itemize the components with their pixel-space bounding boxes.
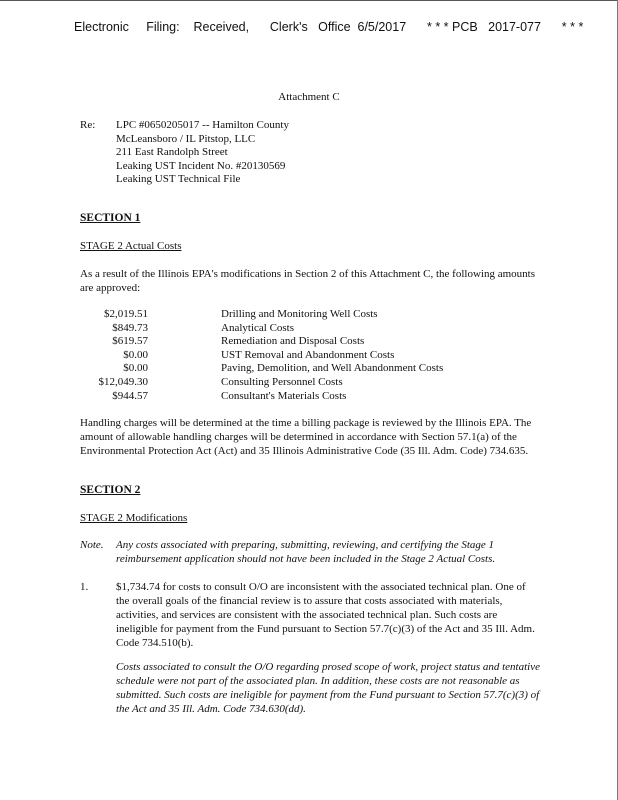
cost-row — [80, 390, 443, 404]
cost-description: Drilling and Monitoring Well Costs — [221, 308, 378, 320]
filing-stamp-header: Electronic Filing: Received, Clerk's Office 6/5/2017 * * * PCB 2017-077 * * * — [74, 20, 584, 34]
re-line-lpc: LPC #0650205017 -- Hamilton County — [116, 119, 289, 131]
note-block — [80, 538, 540, 566]
cost-description: Consultant's Materials Costs — [221, 389, 347, 402]
cost-row — [80, 335, 443, 349]
cost-description: UST Removal and Abandonment Costs — [221, 348, 395, 361]
cost-row — [80, 349, 443, 363]
cost-amount: $0.00 — [123, 362, 148, 375]
cost-description: Paving, Demolition, and Well Abandonment Costs — [221, 362, 444, 375]
section-2-subheading: STAGE 2 Modifications — [80, 512, 188, 524]
cost-row — [80, 308, 443, 322]
re-label: Re: — [80, 119, 96, 131]
re-line-file: Leaking UST Technical File — [116, 173, 241, 186]
handling-charges-paragraph: Handling charges will be determined at the time a billing package is reviewed by the Illinois EPA. The amount of allowable handling charges will be determined in accordance with Section 57.1(a) of the Environmental Protection Act (Act) and 35 Illinois Administrative Code (35 Ill. Adm. Code) 734.635. — [80, 417, 532, 457]
attachment-title: Attachment C — [278, 91, 340, 103]
re-block — [116, 119, 289, 187]
re-line-incident: Leaking UST Incident No. #20130569 — [116, 159, 286, 172]
note-text: Any costs associated with preparing, submitting, reviewing, and certifying the Stage 1 reimbursement application should not have been included in the Stage 2 Actual Costs. — [116, 539, 496, 565]
cost-row — [80, 376, 443, 390]
section-1-heading: SECTION 1 — [80, 212, 141, 224]
item-explanation: Costs associated to consult the O/O regarding prosed scope of work, project status and tentative schedule were not part of the associated plan. In addition, these costs are not reasonable as submitted. Such costs are ineligible for payment from the Fund pursuant to Section 57.7(c)(3) of the Act and 35 Ill. Adm. Code 734.630(dd). — [116, 661, 540, 715]
re-line-address: 211 East Randolph Street — [116, 146, 228, 159]
cost-amount: $619.57 — [112, 335, 148, 348]
cost-description: Consulting Personnel Costs — [221, 375, 343, 388]
cost-amount: $2,019.51 — [104, 308, 148, 320]
cost-description: Analytical Costs — [221, 321, 295, 334]
cost-amount: $849.73 — [112, 321, 148, 334]
cost-amount: $944.57 — [112, 389, 148, 402]
cost-description: Remediation and Disposal Costs — [221, 335, 365, 348]
cost-row — [80, 362, 443, 376]
cost-row — [80, 322, 443, 336]
item-text: $1,734.74 for costs to consult O/O are inconsistent with the associated technical plan. One of the overall goals of the financial review is to assure that costs associated with materials, activities, and services are consistent with the associated technical plan. Such costs are ineligible for payment from the Fund pursuant to Section 57.7(c)(3) of the Act and 35 Ill. Adm. Code 734.510(b). — [116, 581, 535, 649]
cost-amount: $12,049.30 — [98, 375, 148, 388]
note-label: Note. — [80, 539, 104, 551]
cost-table — [80, 308, 443, 403]
scan-edge-top — [0, 0, 618, 1]
re-line-owner: McLeansboro / IL Pitstop, LLC — [116, 132, 256, 145]
section-1-subheading: STAGE 2 Actual Costs — [80, 240, 182, 252]
section-1-intro: As a result of the Illinois EPA's modifications in Section 2 of this Attachment C, the following amounts are approved: — [80, 268, 535, 294]
item-number: 1. — [80, 581, 89, 593]
cost-amount: $0.00 — [123, 348, 148, 361]
modification-item — [80, 580, 540, 650]
section-2-heading: SECTION 2 — [80, 484, 141, 496]
